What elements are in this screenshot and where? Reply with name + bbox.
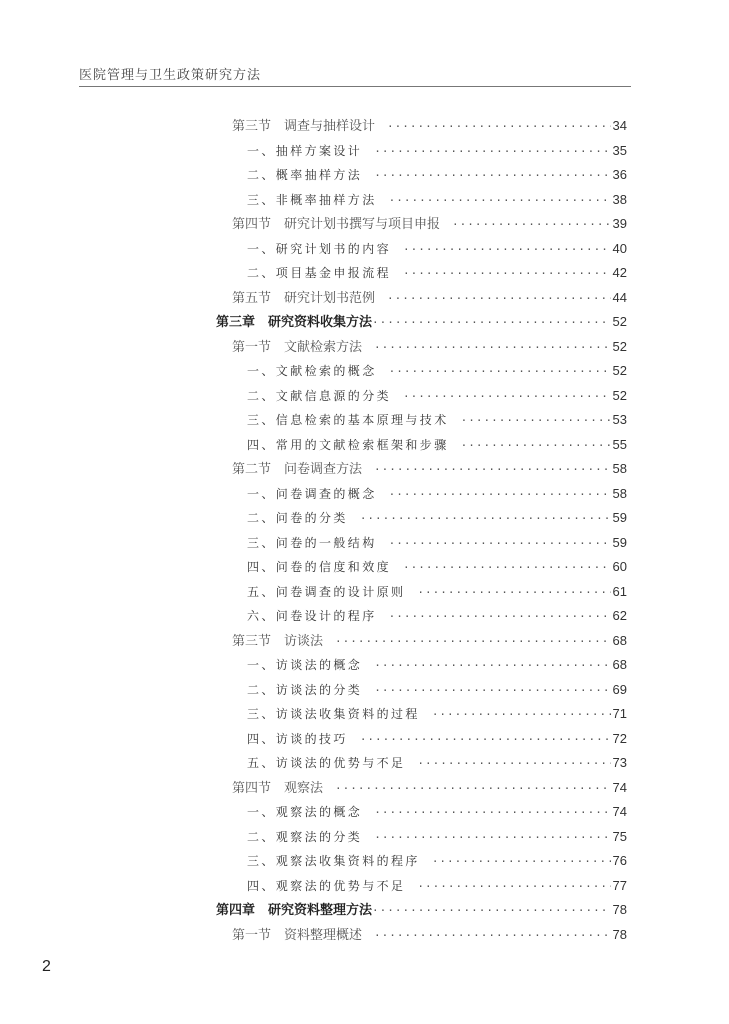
toc-entry-page: 52: [612, 387, 627, 403]
dot-leader: [374, 679, 610, 703]
toc-entry-item[interactable]: [247, 874, 627, 899]
dot-leader: [374, 801, 610, 825]
toc-entry-item[interactable]: [247, 702, 627, 727]
toc-entry-item[interactable]: [247, 555, 627, 580]
toc-entry-title: 五、问卷调查的设计原则: [247, 584, 406, 599]
toc-entry-page: 68: [612, 657, 627, 672]
dot-leader: [374, 654, 610, 678]
toc-entry-page: 34: [612, 118, 627, 133]
dot-leader: [374, 826, 610, 850]
toc-entry-page: 62: [612, 608, 627, 623]
dot-leader: [374, 924, 611, 948]
dot-leader: [389, 189, 611, 213]
dot-leader: [389, 605, 611, 629]
toc-entry-item[interactable]: [247, 727, 627, 752]
toc-entry-title: 第一节 资料整理概述: [232, 927, 363, 943]
dot-leader: [360, 507, 611, 531]
toc-entry-page: 71: [612, 706, 627, 721]
toc-entry-page: 72: [612, 730, 627, 746]
toc-entry-item[interactable]: [247, 482, 627, 507]
toc-entry-item[interactable]: [247, 237, 627, 262]
toc-entry-title: 第二节 问卷调查方法: [232, 462, 363, 477]
toc-entry-page: 78: [612, 926, 627, 942]
toc-entry-section[interactable]: [232, 114, 627, 139]
toc-entry-title: 一、抽样方案设计: [247, 143, 363, 158]
dot-leader: [452, 213, 611, 237]
dot-leader: [387, 287, 611, 311]
dot-leader: [389, 360, 611, 384]
dot-leader: [432, 850, 611, 874]
toc-entry-page: 74: [612, 804, 627, 819]
toc-entry-item[interactable]: [247, 139, 627, 164]
toc-entry-section[interactable]: [232, 335, 627, 360]
toc-entry-title: 第三章 研究资料收集方法: [216, 315, 373, 330]
toc-entry-page: 55: [612, 436, 627, 452]
running-header: [79, 62, 631, 87]
toc-entry-title: 第四节 研究计划书撰写与项目申报: [232, 217, 441, 232]
dot-leader: [374, 336, 611, 360]
toc-entry-title: 第五节 研究计划书范例: [232, 290, 376, 306]
toc-entry-page: 39: [612, 216, 627, 231]
toc-entry-page: 73: [612, 755, 627, 770]
toc-entry-page: 76: [612, 853, 627, 868]
toc-entry-item[interactable]: [247, 604, 627, 629]
toc-entry-title: 一、研究计划书的内容: [247, 241, 392, 256]
toc-entry-chapter[interactable]: [216, 898, 627, 923]
toc-entry-title: 三、信息检索的基本原理与技术: [247, 413, 449, 427]
toc-entry-item[interactable]: [247, 188, 627, 213]
toc-entry-item[interactable]: [247, 678, 627, 703]
toc-entry-title: 第四节 观察法: [232, 780, 324, 796]
toc-entry-section[interactable]: [232, 286, 627, 311]
toc-entry-page: 52: [612, 314, 627, 329]
toc-entry-page: 75: [612, 828, 627, 844]
toc-entry-page: 61: [612, 583, 627, 599]
toc-entry-page: 74: [612, 779, 627, 795]
dot-leader: [372, 899, 611, 923]
toc-entry-item[interactable]: [247, 751, 627, 776]
toc-entry-section[interactable]: [232, 457, 627, 482]
dot-leader: [432, 703, 611, 727]
toc-entry-title: 三、访谈法收集资料的过程: [247, 707, 420, 721]
toc-entry-item[interactable]: [247, 825, 627, 850]
toc-entry-page: 58: [612, 485, 627, 501]
dot-leader: [387, 115, 611, 139]
toc-entry-page: 42: [612, 265, 627, 280]
toc-entry-page: 78: [612, 902, 627, 917]
toc-entry-item[interactable]: [247, 408, 627, 433]
toc-entry-title: 四、问卷的信度和效度: [247, 560, 392, 574]
toc-entry-title: 二、概率抽样方法: [247, 168, 363, 182]
toc-entry-title: 一、观察法的概念: [247, 805, 363, 819]
toc-entry-item[interactable]: [247, 653, 627, 678]
dot-leader: [374, 140, 610, 164]
dot-leader: [335, 777, 611, 801]
dot-leader: [461, 409, 611, 433]
dot-leader: [417, 875, 610, 899]
toc-entry-title: 第一节 文献检索方法: [232, 339, 363, 355]
toc-entry-page: 53: [612, 412, 627, 427]
toc-entry-title: 一、访谈法的概念: [247, 658, 363, 672]
dot-leader: [461, 434, 611, 458]
toc-entry-title: 二、文献信息源的分类: [247, 388, 392, 403]
toc-entry-title: 二、问卷的分类: [247, 511, 348, 525]
toc-entry-item[interactable]: [247, 849, 627, 874]
dot-leader: [403, 238, 611, 262]
toc-entry-page: 52: [612, 363, 627, 378]
toc-entry-section[interactable]: [232, 212, 627, 237]
toc-entry-page: 77: [612, 877, 627, 893]
toc-entry-title: 第三节 访谈法: [232, 633, 324, 649]
toc-entry-title: 三、非概率抽样方法: [247, 192, 377, 207]
toc-entry-title: 二、访谈法的分类: [247, 682, 363, 697]
dot-leader: [403, 556, 611, 580]
toc-entry-title: 三、问卷的一般结构: [247, 535, 377, 550]
toc-entry-page: 69: [612, 681, 627, 697]
toc-entry-title: 六、问卷设计的程序: [247, 609, 377, 623]
toc-entry-title: 一、问卷调查的概念: [247, 486, 377, 501]
toc-entry-title: 四、观察法的优势与不足: [247, 878, 406, 893]
toc-entry-page: 58: [612, 461, 627, 476]
toc-entry-item[interactable]: [247, 800, 627, 825]
toc-entry-item[interactable]: [247, 580, 627, 605]
toc-entry-page: 52: [612, 338, 627, 354]
toc-entry-title: 第三节 调查与抽样设计: [232, 119, 376, 134]
dot-leader: [374, 164, 610, 188]
toc-entry-item[interactable]: [247, 163, 627, 188]
toc-entry-title: 二、观察法的分类: [247, 829, 363, 844]
toc-entry-chapter[interactable]: [216, 310, 627, 335]
toc-entry-item[interactable]: [247, 506, 627, 531]
toc-entry-title: 三、观察法收集资料的程序: [247, 854, 420, 868]
toc-entry-page: 59: [612, 534, 627, 550]
toc-entry-item[interactable]: [247, 531, 627, 556]
toc-entry-page: 60: [612, 559, 627, 574]
dot-leader: [360, 728, 611, 752]
toc-entry-section[interactable]: [232, 776, 627, 801]
dot-leader: [335, 630, 611, 654]
toc-entry-item[interactable]: [247, 384, 627, 409]
toc-entry-title: 一、文献检索的概念: [247, 364, 377, 378]
toc-entry-section[interactable]: [232, 629, 627, 654]
toc-entry-page: 59: [612, 510, 627, 525]
dot-leader: [389, 532, 611, 556]
toc-entry-item[interactable]: [247, 359, 627, 384]
dot-leader: [372, 311, 611, 335]
toc-entry-item[interactable]: [247, 433, 627, 458]
toc-entry-section[interactable]: [232, 923, 627, 948]
toc-entry-page: 38: [612, 191, 627, 207]
toc-entry-page: 36: [612, 167, 627, 182]
toc-entry-item[interactable]: [247, 261, 627, 286]
dot-leader: [403, 385, 611, 409]
toc-entry-title: 第四章 研究资料整理方法: [216, 903, 373, 918]
toc-entry-title: 二、项目基金申报流程: [247, 266, 392, 280]
dot-leader: [403, 262, 611, 286]
toc-entry-page: 68: [612, 632, 627, 648]
dot-leader: [389, 483, 611, 507]
toc-entry-title: 四、常用的文献检索框架和步骤: [247, 437, 449, 452]
book-title: 医院管理与卫生政策研究方法: [79, 68, 262, 83]
toc-entry-page: 35: [612, 142, 627, 158]
dot-leader: [374, 458, 611, 482]
toc-entry-page: 44: [612, 289, 627, 305]
toc-entry-page: 40: [612, 240, 627, 256]
dot-leader: [417, 581, 610, 605]
page-number: 2: [42, 958, 51, 975]
dot-leader: [417, 752, 610, 776]
toc-entry-title: 五、访谈法的优势与不足: [247, 756, 406, 770]
toc-entry-title: 四、访谈的技巧: [247, 731, 348, 746]
